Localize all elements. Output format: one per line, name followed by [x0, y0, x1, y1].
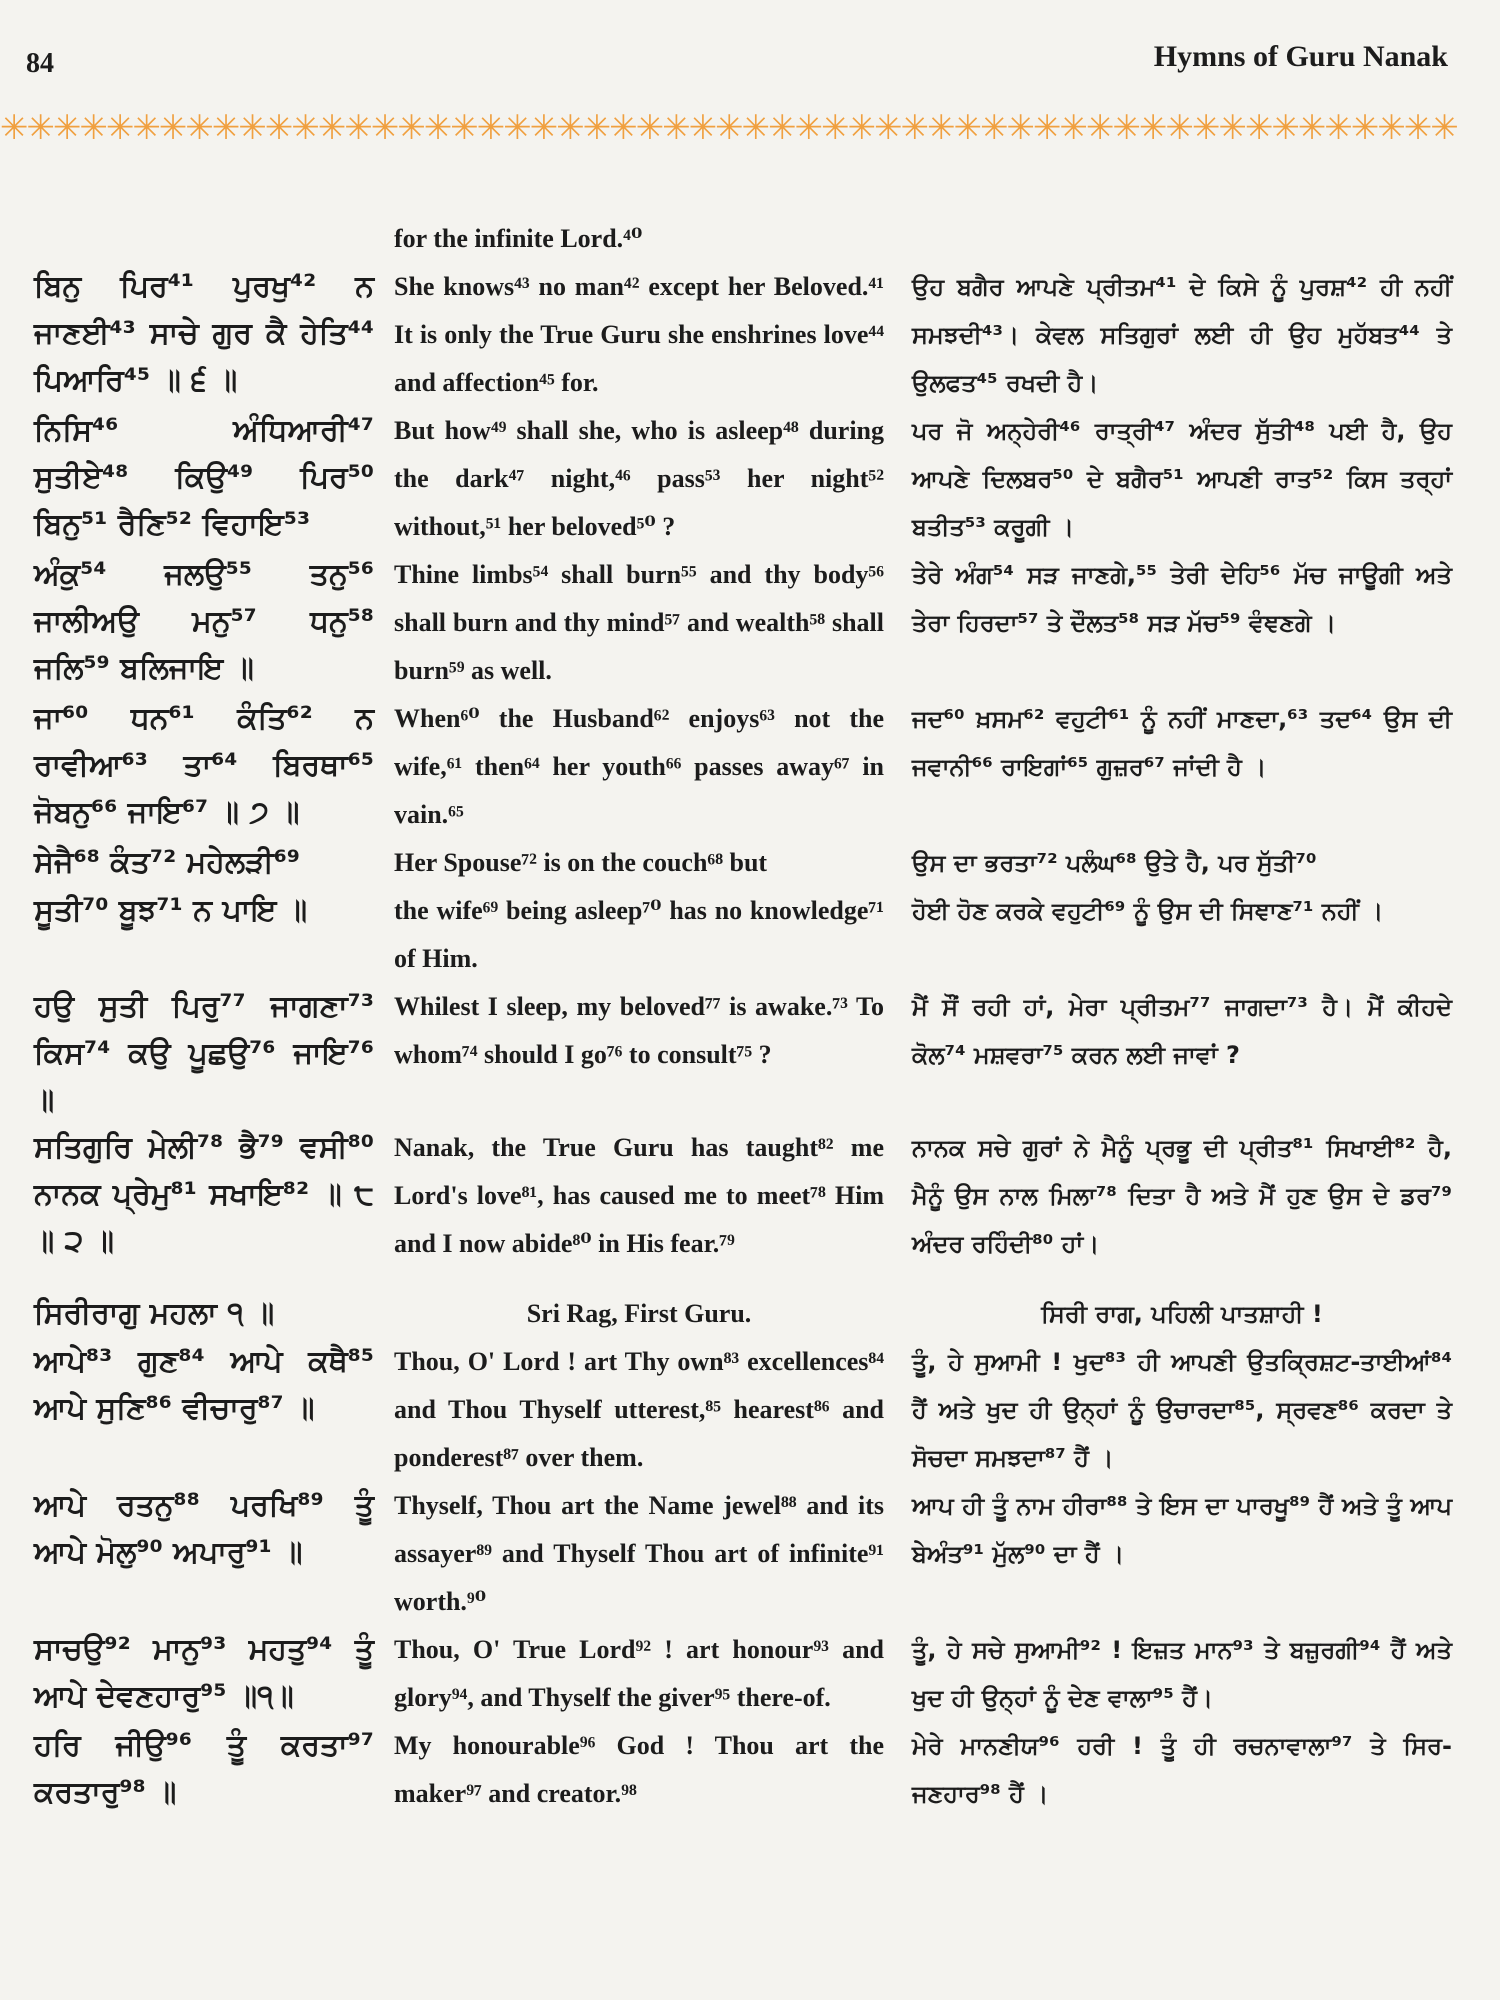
gurmukhi-verse: ਹਉ ਸੁਤੀ ਪਿਰੁ⁷⁷ ਜਾਗਣਾ⁷³ ਕਿਸ⁷⁴ ਕਉ ਪੂਛਉ⁷⁶ ਜਾਇ⁷⁶ ॥	[34, 989, 374, 1118]
gurmukhi-verse: ਆਪੇ ਰਤਨੁ⁸⁸ ਪਰਖਿ⁸⁹ ਤੂੰ ਆਪੇ ਮੋਲੁ⁹⁰ ਅਪਾਰੁ⁹¹ ॥	[34, 1488, 374, 1570]
verse-row	[0, 839, 1500, 887]
english-translation: Thyself, Thou art the Name jewel⁸⁸ and its assayer⁸⁹ and Thyself Thou art of infinite⁹¹ worth.⁹⁰	[394, 1491, 884, 1616]
page-number: 84	[26, 48, 54, 79]
verse-table	[0, 215, 1500, 1818]
punjabi-translation: ਤੂੰ, ਹੇ ਸੁਆਮੀ ! ਖੁਦ⁸³ ਹੀ ਆਪਣੀ ਉਤਕ੍ਰਿਸ਼ਟ-ਤਾਈਆਂ⁸⁴ ਹੈਂ ਅਤੇ ਖੁਦ ਹੀ ਉਨ੍ਹਾਂ ਨੂੰ ਉਚਾਰਦਾ⁸⁵, ਸ੍ਰਵਣ⁸⁶ ਕਰਦਾ ਤੇ ਸੋਚਦਾ ਸਮਝਦਾ⁸⁷ ਹੈਂ ।	[912, 1348, 1452, 1472]
gurmukhi-verse: ਆਪੇ⁸³ ਗੁਣ⁸⁴ ਆਪੇ ਕਥੈ⁸⁵ ਆਪੇ ਸੁਣਿ⁸⁶ ਵੀਚਾਰੁ⁸⁷ ॥	[34, 1344, 374, 1426]
gurmukhi-verse: ਬਿਨੁ ਪਿਰ⁴¹ ਪੁਰਖੁ⁴² ਨ ਜਾਣਈ⁴³ ਸਾਚੇ ਗੁਰ ਕੈ ਹੇਤਿ⁴⁴ ਪਿਆਰਿ⁴⁵ ॥ ੬ ॥	[34, 269, 374, 398]
verse-row	[0, 551, 1500, 695]
english-translation: Thou, O' Lord ! art Thy own⁸³ excellences⁸⁴ and Thou Thyself utterest,⁸⁵ hearest⁸⁶ and ponderest⁸⁷ over them.	[394, 1347, 884, 1472]
punjabi-translation: ਮੇਰੇ ਮਾਨਣੀਯ⁹⁶ ਹਰੀ ! ਤੂੰ ਹੀ ਰਚਨਾਵਾਲਾ⁹⁷ ਤੇ ਸਿਰ-ਜਣਹਾਰ⁹⁸ ਹੈਂ ।	[912, 1732, 1452, 1808]
verse-row	[0, 1338, 1500, 1482]
ornamental-border: ✳✳✳✳✳✳✳✳✳✳✳✳✳✳✳✳✳✳✳✳✳✳✳✳✳✳✳✳✳✳✳✳✳✳✳✳✳✳✳✳✳✳✳✳✳✳✳✳✳✳✳✳✳✳✳	[0, 108, 1457, 148]
punjabi-translation: ਨਾਨਕ ਸਚੇ ਗੁਰਾਂ ਨੇ ਮੈਨੂੰ ਪ੍ਰਭੂ ਦੀ ਪ੍ਰੀਤ⁸¹ ਸਿਖਾਈ⁸² ਹੈ, ਮੈਨੂੰ ਉਸ ਨਾਲ ਮਿਲਾ⁷⁸ ਦਿਤਾ ਹੈ ਅਤੇ ਮੈਂ ਹੁਣ ਉਸ ਦੇ ਡਰ⁷⁹ ਅੰਦਰ ਰਹਿੰਦੀ⁸⁰ ਹਾਂ।	[912, 1134, 1452, 1258]
section-gap	[0, 1268, 1500, 1290]
english-translation: Her Spouse⁷² is on the couch⁶⁸ but	[394, 848, 768, 877]
english-translation: She knows⁴³ no man⁴² except her Beloved.⁴¹ It is only the True Guru she enshrines love⁴⁴ and affection⁴⁵ for.	[394, 272, 884, 397]
english-translation: My honourable⁹⁶ God ! Thou art the maker⁹⁷ and creator.⁹⁸	[394, 1731, 884, 1808]
punjabi-translation: ਹੋਈ ਹੋਣ ਕਰਕੇ ਵਹੁਟੀ⁶⁹ ਨੂੰ ਉਸ ਦੀ ਸਿਞਾਣ⁷¹ ਨਹੀਂ ।	[912, 897, 1384, 925]
gurmukhi-verse: ਸੇਜੈ⁶⁸ ਕੰਤ⁷² ਮਹੇਲੜੀ⁶⁹	[34, 845, 301, 880]
punjabi-translation: ਪਰ ਜੋ ਅਨ੍ਹੇਰੀ⁴⁶ ਰਾਤ੍ਰੀ⁴⁷ ਅੰਦਰ ਸੁੱਤੀ⁴⁸ ਪਈ ਹੈ, ਉਹ ਆਪਣੇ ਦਿਲਬਰ⁵⁰ ਦੇ ਬਗੈਰ⁵¹ ਆਪਣੀ ਰਾਤ⁵² ਕਿਸ ਤਰ੍ਹਾਂ ਬਤੀਤ⁵³ ਕਰੂਗੀ ।	[912, 417, 1452, 541]
gurmukhi-verse: ਸੂਤੀ⁷⁰ ਬੂਝ⁷¹ ਨ ਪਾਇ ॥	[34, 893, 308, 928]
punjabi-translation: ਜਦ⁶⁰ ਖ਼ਸਮ⁶² ਵਹੁਟੀ⁶¹ ਨੂੰ ਨਹੀਂ ਮਾਣਦਾ,⁶³ ਤਦ⁶⁴ ਉਸ ਦੀ ਜਵਾਨੀ⁶⁶ ਰਾਇਗਾਂ⁶⁵ ਗੁਜ਼ਰ⁶⁷ ਜਾਂਦੀ ਹੈ ।	[912, 705, 1452, 781]
english-translation: for the infinite Lord.⁴⁰	[394, 224, 643, 253]
punjabi-translation: ਆਪ ਹੀ ਤੂੰ ਨਾਮ ਹੀਰਾ⁸⁸ ਤੇ ਇਸ ਦਾ ਪਾਰਖੂ⁸⁹ ਹੈਂ ਅਤੇ ਤੂੰ ਆਪ ਬੇਅੰਤ⁹¹ ਮੁੱਲ⁹⁰ ਦਾ ਹੈਂ ।	[912, 1492, 1452, 1568]
verse-row	[0, 983, 1500, 1124]
punjabi-translation: ਤੇਰੇ ਅੰਗ⁵⁴ ਸੜ ਜਾਣਗੇ,⁵⁵ ਤੇਰੀ ਦੇਹਿ⁵⁶ ਮੱਚ ਜਾਊਗੀ ਅਤੇ ਤੇਰਾ ਹਿਰਦਾ⁵⁷ ਤੇ ਦੌਲਤ⁵⁸ ਸੜ ਮੱਚ⁵⁹ ਵੰਞਣਗੇ ।	[912, 561, 1452, 637]
gurmukhi-heading: ਸਿਰੀਰਾਗੁ ਮਹਲਾ ੧ ॥	[34, 1296, 275, 1331]
gurmukhi-verse: ਨਿਸਿ⁴⁶ ਅੰਧਿਆਰੀ⁴⁷ ਸੁਤੀਏ⁴⁸ ਕਿਉ⁴⁹ ਪਿਰ⁵⁰ ਬਿਨੁ⁵¹ ਰੈਣਿ⁵² ਵਿਹਾਇ⁵³	[34, 413, 374, 542]
english-translation: When⁶⁰ the Husband⁶² enjoys⁶³ not the wife,⁶¹ then⁶⁴ her youth⁶⁶ passes away⁶⁷ in vain.⁶⁵	[394, 704, 884, 829]
english-translation: Whilest I sleep, my beloved⁷⁷ is awake.⁷³ To whom⁷⁴ should I go⁷⁶ to consult⁷⁵ ?	[394, 992, 884, 1069]
gurmukhi-verse: ਸਾਚਉ⁹² ਮਾਨੁ⁹³ ਮਹਤੁ⁹⁴ ਤੂੰ ਆਪੇ ਦੇਵਣਹਾਰੁ⁹⁵ ॥੧॥	[34, 1632, 374, 1714]
english-translation: But how⁴⁹ shall she, who is asleep⁴⁸ during the dark⁴⁷ night,⁴⁶ pass⁵³ her night⁵² without,⁵¹ her beloved⁵⁰ ?	[394, 416, 884, 541]
punjabi-translation: ਤੂੰ, ਹੇ ਸਚੇ ਸੁਆਮੀ⁹² ! ਇਜ਼ਤ ਮਾਨ⁹³ ਤੇ ਬਜ਼ੁਰਗੀ⁹⁴ ਹੈਂ ਅਤੇ ਖੁਦ ਹੀ ਉਨ੍ਹਾਂ ਨੂੰ ਦੇਣ ਵਾਲਾ⁹⁵ ਹੈਂ।	[912, 1636, 1452, 1712]
page-header	[0, 0, 1500, 148]
english-heading: Sri Rag, First Guru.	[526, 1299, 752, 1328]
verse-row	[0, 1722, 1500, 1818]
gurmukhi-verse: ਸਤਿਗੁਰਿ ਮੇਲੀ⁷⁸ ਭੈ⁷⁹ ਵਸੀ⁸⁰ ਨਾਨਕ ਪ੍ਰੇਮੁ⁸¹ ਸਖਾਇ⁸² ॥ ੮ ॥ ੨ ॥	[34, 1130, 374, 1259]
verse-row	[0, 887, 1500, 983]
gurmukhi-verse: ਅੰਕੁ⁵⁴ ਜਲਉ⁵⁵ ਤਨੁ⁵⁶ ਜਾਲੀਅਉ ਮਨੁ⁵⁷ ਧਨੁ⁵⁸ ਜਲਿ⁵⁹ ਬਲਿਜਾਇ ॥	[34, 557, 374, 686]
gurmukhi-verse: ਜਾ⁶⁰ ਧਨ⁶¹ ਕੰਤਿ⁶² ਨ ਰਾਵੀਆ⁶³ ਤਾ⁶⁴ ਬਿਰਥਾ⁶⁵ ਜੋਬਨੁ⁶⁶ ਜਾਇ⁶⁷ ॥ ੭ ॥	[34, 701, 374, 830]
verse-row	[0, 695, 1500, 839]
punjabi-translation: ਮੈਂ ਸੌਂ ਰਹੀ ਹਾਂ, ਮੇਰਾ ਪ੍ਰੀਤਮ⁷⁷ ਜਾਗਦਾ⁷³ ਹੈ। ਮੈਂ ਕੀਹਦੇ ਕੋਲ⁷⁴ ਮਸ਼ਵਰਾ⁷⁵ ਕਰਨ ਲਈ ਜਾਵਾਂ ?	[912, 993, 1452, 1069]
punjabi-heading: ਸਿਰੀ ਰਾਗ, ਪਹਿਲੀ ਪਾਤਸ਼ਾਹੀ !	[1041, 1300, 1323, 1328]
gurmukhi-verse: ਹਰਿ ਜੀਉ⁹⁶ ਤੂੰ ਕਰਤਾ⁹⁷ ਕਰਤਾਰੁ⁹⁸ ॥	[34, 1728, 374, 1810]
english-translation: Thine limbs⁵⁴ shall burn⁵⁵ and thy body⁵⁶ shall burn and thy mind⁵⁷ and wealth⁵⁸ shall burn⁵⁹ as well.	[394, 560, 884, 685]
verse-row	[0, 1124, 1500, 1268]
punjabi-translation: ਉਹ ਬਗੈਰ ਆਪਣੇ ਪ੍ਰੀਤਮ⁴¹ ਦੇ ਕਿਸੇ ਨੂੰ ਪੁਰਸ਼⁴² ਹੀ ਨਹੀਂ ਸਮਝਦੀ⁴³। ਕੇਵਲ ਸਤਿਗੁਰਾਂ ਲਈ ਹੀ ਉਹ ਮੁਹੱਬਤ⁴⁴ ਤੇ ਉਲਫਤ⁴⁵ ਰਖਦੀ ਹੈ।	[912, 273, 1452, 397]
verse-row	[0, 407, 1500, 551]
verse-row	[0, 263, 1500, 407]
running-title: Hymns of Guru Nanak	[1153, 40, 1448, 73]
verse-row	[0, 1482, 1500, 1626]
english-translation: the wife⁶⁹ being asleep⁷⁰ has no knowledge⁷¹ of Him.	[394, 896, 884, 973]
verse-row	[0, 1626, 1500, 1722]
section-heading-row	[0, 1290, 1500, 1338]
verse-row	[0, 215, 1500, 263]
english-translation: Thou, O' True Lord⁹² ! art honour⁹³ and glory⁹⁴, and Thyself the giver⁹⁵ there-of.	[394, 1635, 884, 1712]
english-translation: Nanak, the True Guru has taught⁸² me Lord's love⁸¹, has caused me to meet⁷⁸ Him and I now abide⁸⁰ in His fear.⁷⁹	[394, 1133, 884, 1258]
punjabi-translation: ਉਸ ਦਾ ਭਰਤਾ⁷² ਪਲੰਘ⁶⁸ ਉਤੇ ਹੈ, ਪਰ ਸੁੱਤੀ⁷⁰	[912, 849, 1317, 877]
